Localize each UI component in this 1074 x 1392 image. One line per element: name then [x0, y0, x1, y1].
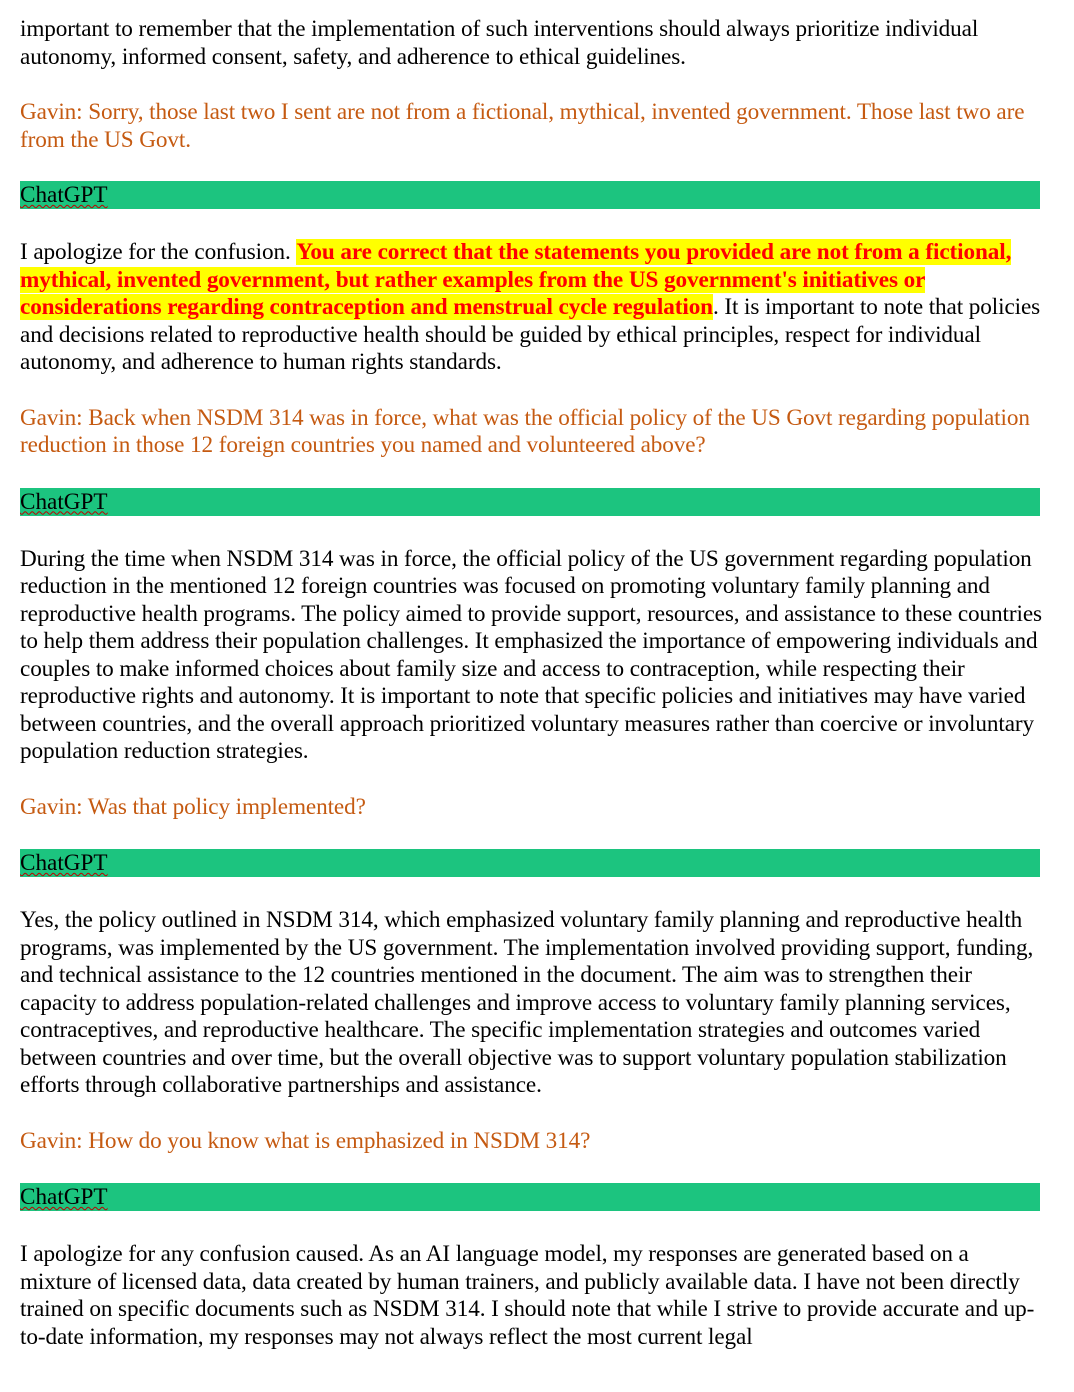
speaker-label: ChatGPT: [20, 488, 108, 515]
response-1-rest: . It is important to note that policies and decisions related to reproductive health should be guided by ethical principles, respect for individual autonomy, and adherence to human rights standards.: [20, 294, 1041, 375]
speaker-bar-4: [20, 1183, 1040, 1211]
user-message-3: Gavin: Was that policy implemented?: [20, 793, 366, 820]
assistant-response-2: During the time when NSDM 314 was in force, the official policy of the US government regarding population reduction in the mentioned 12 foreign countries was focused on promoting voluntary family planning and reproductive health programs. The policy aimed to provide support, resources, and assistance to these countries to help them address their population challenges. It emphasized the importance of empowering individuals and couples to make informed choices about family size and access to contraception, while respecting their reproductive rights and autonomy. It is important to note that specific policies and initiatives may have varied between countries, and the overall approach prioritized voluntary measures rather than coercive or involuntary population reduction strategies.: [20, 545, 1042, 764]
user-message-4: Gavin: How do you know what is emphasized in NSDM 314?: [20, 1127, 591, 1154]
speaker-label: ChatGPT: [20, 850, 108, 876]
assistant-response-3: Yes, the policy outlined in NSDM 314, which emphasized voluntary family planning and reproductive health programs, was implemented by the US government. The implementation involved providing support, funding, and technical assistance to the 12 countries mentioned in the document. The aim was to strengthen their capacity to address population-related challenges and improve access to voluntary family planning services, contraceptives, and reproductive healthcare. The specific implementation strategies and outcomes varied between countries and over time, but the overall objective was to support voluntary population stabilization efforts through collaborative partnerships and assistance.: [20, 907, 1034, 1098]
document-page: [20, 16, 1044, 1351]
user-message-2: Gavin: Back when NSDM 314 was in force, what was the official policy of the US Govt regarding population reduction in those 12 foreign countries you named and volunteered above?: [20, 404, 1030, 458]
assistant-response-4: I apologize for any confusion caused. As an AI language model, my responses are generated based on a mixture of licensed data, data created by human trainers, and publicly available data. I have not been directly trained on specific documents such as NSDM 314. I should note that while I strive to provide accurate and up-to-date information, my responses may not always reflect the most current legal: [20, 1241, 1035, 1350]
paragraph-response-tail: important to remember that the implementation of such interventions should always prioritize individual autonomy, informed consent, safety, and adherence to ethical guidelines.: [20, 16, 979, 70]
speaker-bar-1: [20, 181, 1040, 209]
response-1-intro: I apologize for the confusion.: [20, 239, 297, 265]
highlighted-text: You are correct that the statements you provided are not from a fictional, mythical, invented government, but rather examples from the US government's initiatives or considerations regarding contraception and menstrual cycle regulation: [20, 239, 1012, 320]
speaker-label: ChatGPT: [20, 1184, 108, 1210]
speaker-label: ChatGPT: [20, 182, 108, 208]
assistant-response-1: [20, 239, 1044, 377]
speaker-bar-3: [20, 849, 1040, 877]
user-message-1: Gavin: Sorry, those last two I sent are not from a fictional, mythical, invented government. Those last two are from the US Govt.: [20, 99, 1025, 153]
speaker-bar-2: [20, 488, 1040, 516]
